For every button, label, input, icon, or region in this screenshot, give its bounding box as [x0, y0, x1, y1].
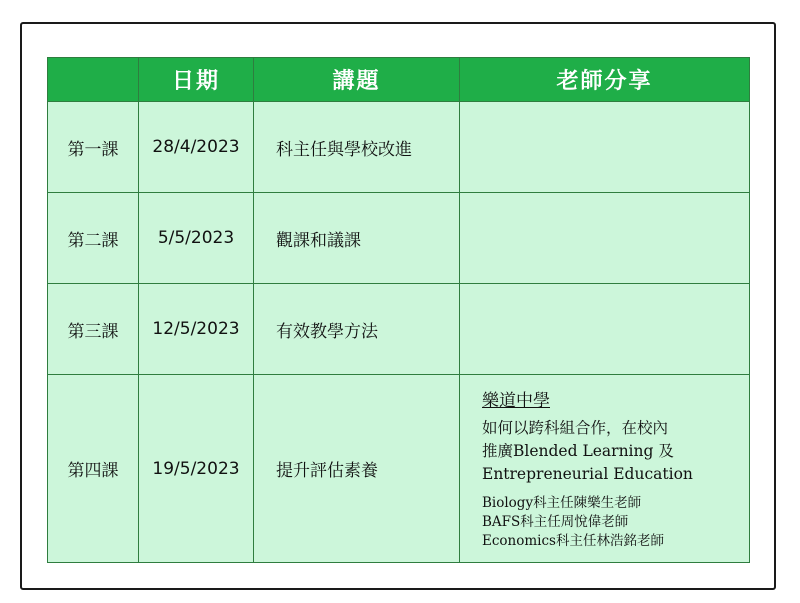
schedule-table [47, 57, 750, 563]
date-cell: 5/5/2023 [139, 193, 254, 284]
header-date: 日期 [139, 58, 254, 102]
topic-cell: 有效教學方法 [254, 284, 460, 375]
table-row [48, 193, 750, 284]
table-row [48, 284, 750, 375]
description-line: 推廣Blended Learning 及 [482, 442, 674, 460]
header-row [48, 58, 750, 102]
teacher-item: Economics科主任林浩銘老師 [482, 533, 664, 549]
header-lesson [48, 58, 139, 102]
lesson-cell: 第二課 [48, 193, 139, 284]
topic-cell: 提升評估素養 [254, 375, 460, 563]
lesson-cell: 第四課 [48, 375, 139, 563]
description-line: 如何以跨科組合作，在校內 [482, 419, 669, 437]
share-cell [460, 284, 750, 375]
lesson-cell: 第一課 [48, 102, 139, 193]
share-cell [460, 193, 750, 284]
header-topic: 講題 [254, 58, 460, 102]
share-cell [460, 375, 750, 563]
date-cell: 12/5/2023 [139, 284, 254, 375]
lesson-cell: 第三課 [48, 284, 139, 375]
topic-cell: 科主任與學校改進 [254, 102, 460, 193]
table-row [48, 375, 750, 563]
topic-cell: 觀課和議課 [254, 193, 460, 284]
teacher-list [482, 494, 748, 551]
description-line: Entrepreneurial Education [482, 465, 693, 483]
share-description [482, 417, 748, 486]
date-cell: 28/4/2023 [139, 102, 254, 193]
teacher-item: Biology科主任陳樂生老師 [482, 495, 642, 511]
header-teacher-share: 老師分享 [460, 58, 750, 102]
teacher-item: BAFS科主任周悅偉老師 [482, 514, 629, 530]
school-name: 樂道中學 [482, 391, 550, 411]
table-row [48, 102, 750, 193]
share-cell [460, 102, 750, 193]
date-cell: 19/5/2023 [139, 375, 254, 563]
